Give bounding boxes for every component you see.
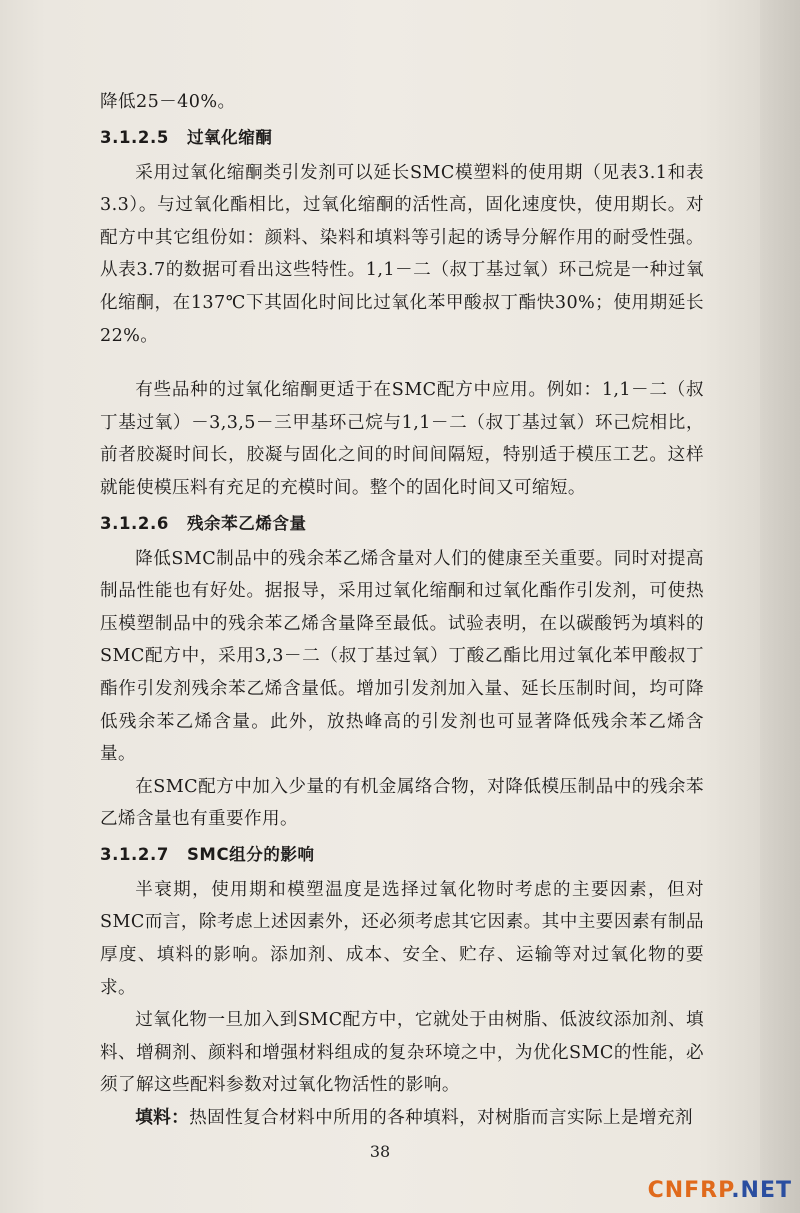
page-number: 38 [369, 1142, 391, 1161]
section-heading-3-1-2-5 [100, 119, 704, 157]
section-number: 3.1.2.7 [100, 844, 169, 864]
watermark-part-2: .NET [731, 1178, 792, 1203]
paragraph: 有些品种的过氧化缩酮更适于在SMC配方中应用。例如：1,1－二（叔丁基过氧）－3,3,5－三甲基环己烷与1,1－二（叔丁基过氧）环己烷相比，前者胶凝时间长，胶凝与固化之间的时间间隔短，特别适于模压工艺。这样就能使模压料有充足的充模时间。整个的固化时间又可缩短。 [100, 380, 704, 498]
section-number: 3.1.2.5 [100, 127, 169, 147]
section-title: SMC组分的影响 [186, 844, 315, 864]
section-heading-3-1-2-6 [100, 505, 704, 543]
watermark-part-1: CNFRP [647, 1178, 732, 1203]
page-content [100, 86, 704, 1135]
paragraph-lead-term: 填料： [135, 1107, 190, 1129]
site-watermark [648, 1178, 792, 1203]
section-number: 3.1.2.6 [100, 513, 169, 533]
paragraph-fillers [100, 1102, 704, 1135]
paragraph: 降低SMC制品中的残余苯乙烯含量对人们的健康至关重要。同时对提高制品性能也有好处。据报导，采用过氧化缩酮和过氧化酯作引发剂，可使热压模塑制品中的残余苯乙烯含量降至最低。试验表明，在以碳酸钙为填料的SMC配方中，采用3,3－二（叔丁基过氧）丁酸乙酯比用过氧化苯甲酸叔丁酯作引发剂残余苯乙烯含量低。增加引发剂加入量、延长压制时间，均可降低残余苯乙烯含量。此外，放热峰高的引发剂也可显著降低残余苯乙烯含量。 [100, 548, 704, 765]
paragraph: 采用过氧化缩酮类引发剂可以延长SMC模塑料的使用期（见表3.1和表3.3）。与过氧化酯相比，过氧化缩酮的活性高，固化速度快，使用期长。对配方中其它组份如：颜料、染料和填料等引起的诱导分解作用的耐受性强。从表3.7的数据可看出这些特性。1,1－二（叔丁基过氧）环己烷是一种过氧化缩酮，在137℃下其固化时间比过氧化苯甲酸叔丁酯快30%；使用期延长22%。 [100, 162, 704, 346]
paragraph: 过氧化物一旦加入到SMC配方中，它就处于由树脂、低波纹添加剂、填料、增稠剂、颜料和增强材料组成的复杂环境之中，为优化SMC的性能，必须了解这些配料参数对过氧化物活性的影响。 [100, 1010, 704, 1096]
paragraph: 半衰期，使用期和模塑温度是选择过氧化物时考虑的主要因素，但对SMC而言，除考虑上述因素外，还必须考虑其它因素。其中主要因素有制品厚度、填料的影响。添加剂、成本、安全、贮存、运输等对过氧化物的要求。 [100, 879, 704, 998]
section-title: 过氧化缩酮 [186, 127, 273, 147]
section-heading-3-1-2-7 [100, 836, 704, 874]
paragraph: 在SMC配方中加入少量的有机金属络合物，对降低模压制品中的残余苯乙烯含量也有重要作用。 [100, 776, 704, 830]
section-title: 残余苯乙烯含量 [186, 513, 307, 533]
paragraph-continuation: 降低25－40%。 [100, 92, 236, 112]
paragraph-text: 热固性复合材料中所用的各种填料，对树脂而言实际上是增充剂 [189, 1108, 693, 1129]
page-edge [760, 0, 800, 1213]
